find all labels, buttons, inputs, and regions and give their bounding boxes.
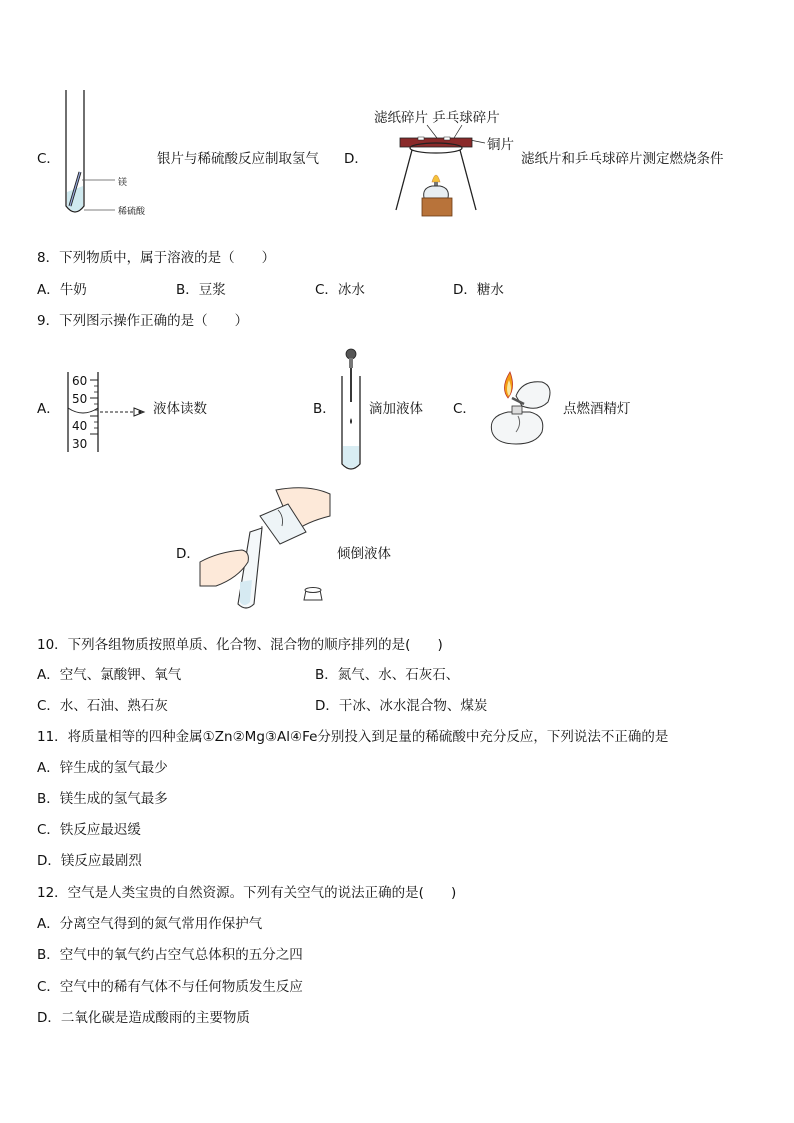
q11-option-d: D．镁反应最剧烈 (37, 853, 142, 869)
dropper-test-tube-figure (338, 346, 368, 472)
q11-option-b: B．镁生成的氢气最多 (37, 791, 168, 807)
q9-stem: 9．下列图示操作正确的是（ ） (37, 313, 249, 329)
q8-stem: 8．下列物质中，属于溶液的是（ ） (37, 250, 276, 266)
q10-option-d: D．干冰、冰水混合物、煤炭 (315, 698, 488, 714)
q10-stem: 10．下列各组物质按照单质、化合物、混合物的顺序排列的是( ) (37, 637, 443, 653)
q9-option-a-letter: A． (37, 401, 60, 417)
q11-stem: 11．将质量相等的四种金属①Zn②Mg③Al④Fe分别投入到足量的稀硫酸中充分反应，下列说法不正确的是 (37, 729, 669, 745)
q8-option-a: A．牛奶 (37, 282, 87, 298)
tick-30: 30 (72, 437, 88, 451)
q9-option-c-text: 点燃酒精灯 (563, 401, 631, 417)
q7-option-c-text: 银片与稀硫酸反应制取氢气 (157, 151, 319, 167)
q9-option-c-letter: C． (453, 401, 476, 417)
label-dilute-acid: 稀硫酸 (118, 207, 146, 217)
tick-60: 60 (72, 374, 88, 388)
q12-option-c: C．空气中的稀有气体不与任何物质发生反应 (37, 979, 303, 995)
q7-option-c-letter: C． (37, 151, 60, 167)
q8-option-c: C．冰水 (315, 282, 365, 298)
pouring-liquid-figure (198, 486, 336, 614)
q11-option-a: A．锌生成的氢气最少 (37, 760, 168, 776)
q7-option-d-text: 滤纸片和乒乓球碎片测定燃烧条件 (521, 151, 724, 167)
label-magnesium: 镁 (118, 178, 128, 188)
tick-40: 40 (72, 419, 88, 433)
q11-option-c: C．铁反应最迟缓 (37, 822, 141, 838)
q12-option-a: A．分离空气得到的氮气常用作保护气 (37, 916, 263, 932)
test-tube-figure (60, 88, 170, 223)
label-copper-sheet: 铜片 (487, 137, 514, 153)
tick-50: 50 (72, 392, 88, 406)
q9-option-b-text: 滴加液体 (369, 401, 423, 417)
q9-option-a-text: 液体读数 (153, 401, 207, 417)
q12-option-b: B．空气中的氧气约占空气总体积的五分之四 (37, 947, 303, 963)
q12-stem: 12．空气是人类宝贵的自然资源。下列有关空气的说法正确的是( ) (37, 885, 457, 901)
q9-option-b-letter: B． (313, 401, 336, 417)
lamps-lighting-figure (482, 366, 562, 456)
q12-option-d: D．二氧化碳是造成酸雨的主要物质 (37, 1010, 250, 1026)
q8-option-d: D．糖水 (453, 282, 504, 298)
q8-option-b: B．豆浆 (176, 282, 226, 298)
q9-option-d-text: 倾倒液体 (337, 546, 391, 562)
q10-option-b: B．氮气、水、石灰石、 (315, 667, 460, 683)
q7-option-d-letter: D． (344, 151, 368, 167)
q10-option-a: A．空气、氯酸钾、氧气 (37, 667, 182, 683)
label-paper-pingpong: 滤纸碎片 乒乓球碎片 (374, 110, 500, 126)
q9-option-d-letter: D． (176, 546, 200, 562)
q10-option-c: C．水、石油、熟石灰 (37, 698, 168, 714)
